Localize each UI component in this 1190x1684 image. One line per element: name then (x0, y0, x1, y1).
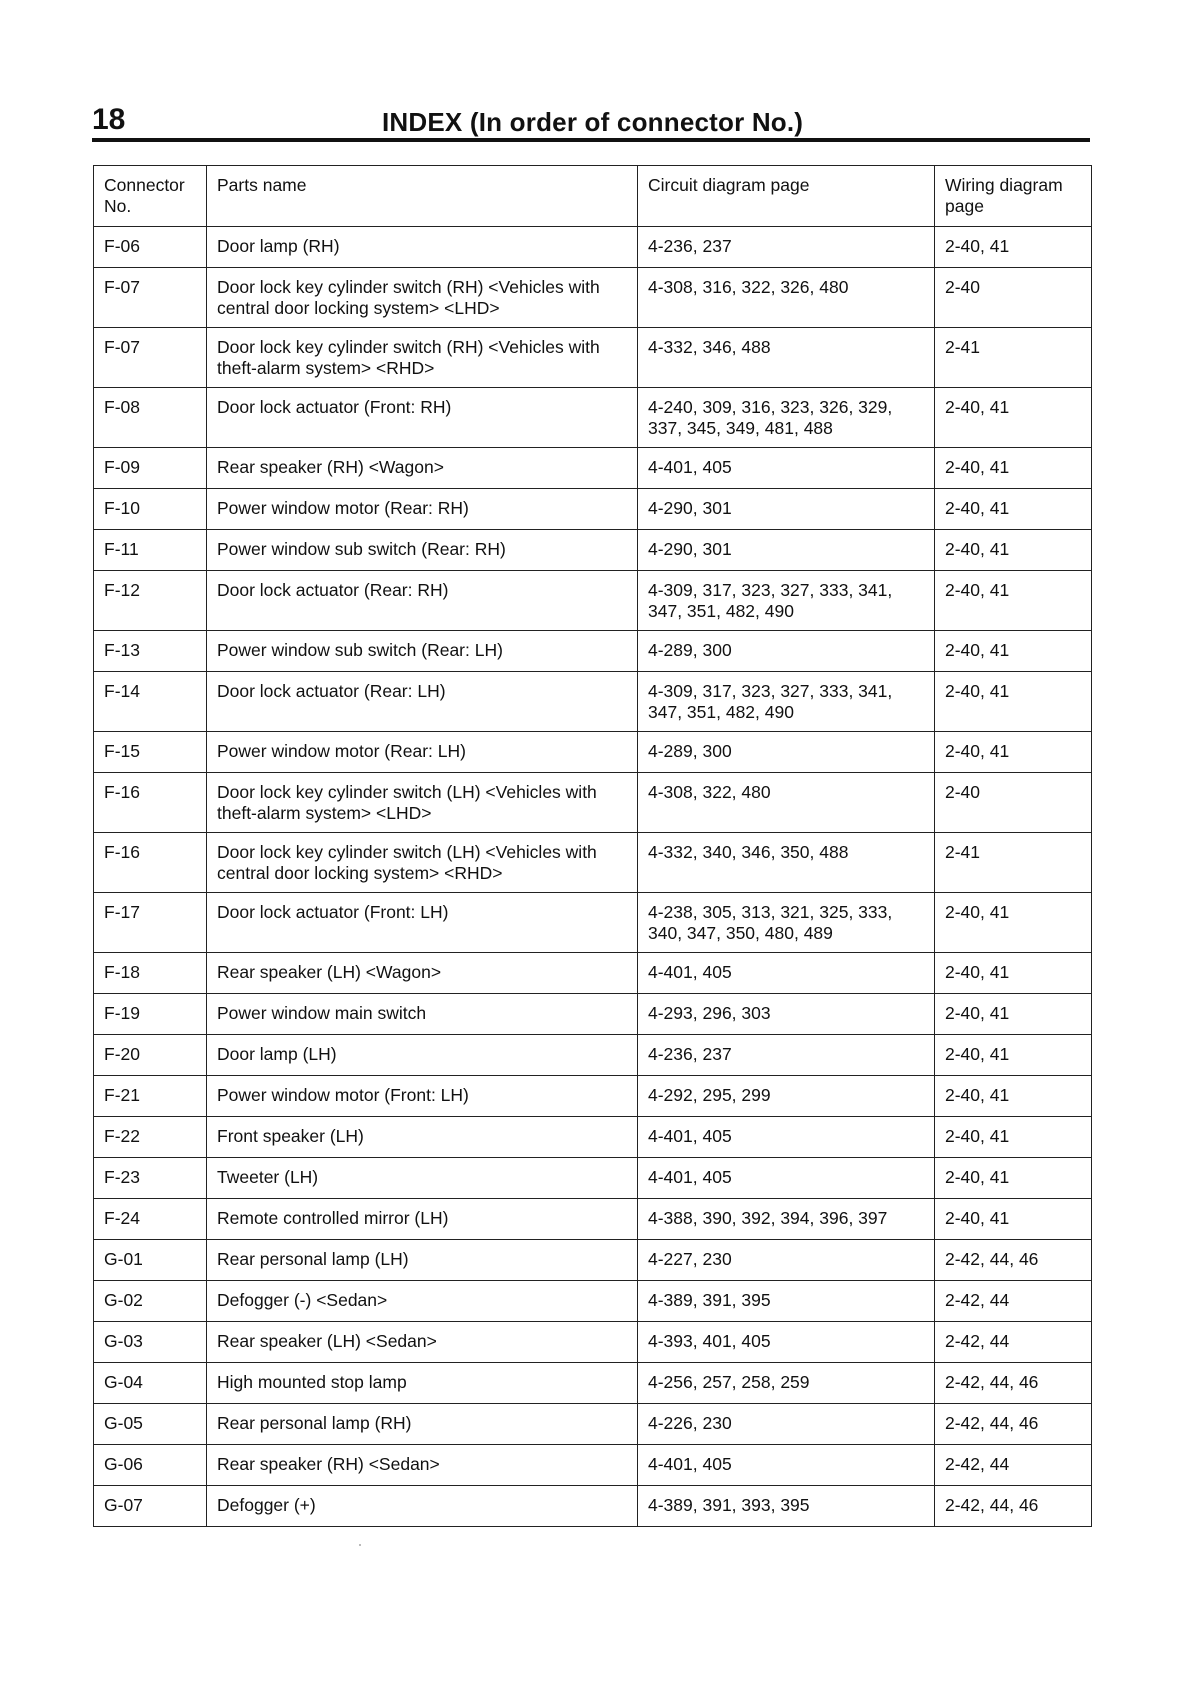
parts-name-cell: Rear personal lamp (LH) (207, 1240, 638, 1281)
wiring-page-cell: 2-42, 44, 46 (935, 1240, 1092, 1281)
circuit-page-cell: 4-401, 405 (638, 1117, 935, 1158)
connector-no-cell: G-02 (94, 1281, 207, 1322)
table-row (94, 1035, 1092, 1076)
wiring-page-cell: 2-40, 41 (935, 388, 1092, 448)
table-row (94, 631, 1092, 672)
connector-no-cell: G-07 (94, 1486, 207, 1527)
wiring-page-cell: 2-42, 44 (935, 1322, 1092, 1363)
wiring-page-cell: 2-40, 41 (935, 994, 1092, 1035)
parts-name-cell: Door lock key cylinder switch (RH) <Vehicles with theft-alarm system> <RHD> (207, 328, 638, 388)
circuit-page-cell: 4-293, 296, 303 (638, 994, 935, 1035)
table-row (94, 448, 1092, 489)
connector-no-cell: F-17 (94, 893, 207, 953)
connector-no-cell: F-11 (94, 530, 207, 571)
circuit-page-cell: 4-289, 300 (638, 732, 935, 773)
wiring-page-cell: 2-41 (935, 833, 1092, 893)
parts-name-cell: Rear speaker (LH) <Wagon> (207, 953, 638, 994)
parts-name-cell: Door lock actuator (Rear: LH) (207, 672, 638, 732)
wiring-page-cell: 2-40, 41 (935, 732, 1092, 773)
header-connector-no: Connector No. (94, 166, 207, 227)
scan-speck (359, 1544, 361, 1546)
table-row (94, 893, 1092, 953)
circuit-page-cell: 4-308, 322, 480 (638, 773, 935, 833)
circuit-page-cell: 4-290, 301 (638, 530, 935, 571)
connector-no-cell: F-15 (94, 732, 207, 773)
circuit-page-cell: 4-401, 405 (638, 953, 935, 994)
circuit-page-cell: 4-240, 309, 316, 323, 326, 329, 337, 345, 349, 481, 488 (638, 388, 935, 448)
circuit-page-cell: 4-393, 401, 405 (638, 1322, 935, 1363)
wiring-page-cell: 2-42, 44 (935, 1445, 1092, 1486)
connector-no-cell: G-03 (94, 1322, 207, 1363)
circuit-page-cell: 4-236, 237 (638, 227, 935, 268)
circuit-page-cell: 4-401, 405 (638, 1158, 935, 1199)
table-row (94, 530, 1092, 571)
table-row (94, 1363, 1092, 1404)
parts-name-cell: Power window motor (Front: LH) (207, 1076, 638, 1117)
wiring-page-cell: 2-40, 41 (935, 448, 1092, 489)
wiring-page-cell: 2-40, 41 (935, 1035, 1092, 1076)
connector-no-cell: G-05 (94, 1404, 207, 1445)
parts-name-cell: Door lock actuator (Front: RH) (207, 388, 638, 448)
table-row (94, 1199, 1092, 1240)
connector-no-cell: F-06 (94, 227, 207, 268)
wiring-page-cell: 2-40, 41 (935, 631, 1092, 672)
wiring-page-cell: 2-40, 41 (935, 893, 1092, 953)
circuit-page-cell: 4-388, 390, 392, 394, 396, 397 (638, 1199, 935, 1240)
connector-no-cell: F-12 (94, 571, 207, 631)
parts-name-cell: Power window motor (Rear: LH) (207, 732, 638, 773)
wiring-page-cell: 2-40, 41 (935, 227, 1092, 268)
connector-no-cell: F-23 (94, 1158, 207, 1199)
parts-name-cell: Defogger (-) <Sedan> (207, 1281, 638, 1322)
header-rule (92, 138, 1090, 142)
circuit-page-cell: 4-292, 295, 299 (638, 1076, 935, 1117)
connector-no-cell: G-04 (94, 1363, 207, 1404)
parts-name-cell: Power window motor (Rear: RH) (207, 489, 638, 530)
circuit-page-cell: 4-332, 346, 488 (638, 328, 935, 388)
connector-no-cell: F-19 (94, 994, 207, 1035)
parts-name-cell: Front speaker (LH) (207, 1117, 638, 1158)
parts-name-cell: Rear speaker (LH) <Sedan> (207, 1322, 638, 1363)
table-row (94, 1076, 1092, 1117)
connector-no-cell: F-10 (94, 489, 207, 530)
parts-name-cell: Tweeter (LH) (207, 1158, 638, 1199)
wiring-page-cell: 2-40, 41 (935, 1117, 1092, 1158)
parts-name-cell: Door lock actuator (Rear: RH) (207, 571, 638, 631)
connector-index-table (93, 165, 1092, 1527)
connector-no-cell: F-09 (94, 448, 207, 489)
connector-no-cell: F-08 (94, 388, 207, 448)
parts-name-cell: Power window sub switch (Rear: RH) (207, 530, 638, 571)
connector-no-cell: F-24 (94, 1199, 207, 1240)
header-wiring-diagram-page: Wiring diagram page (935, 166, 1092, 227)
wiring-page-cell: 2-40 (935, 268, 1092, 328)
connector-no-cell: F-07 (94, 268, 207, 328)
wiring-page-cell: 2-40, 41 (935, 1158, 1092, 1199)
wiring-page-cell: 2-42, 44, 46 (935, 1363, 1092, 1404)
connector-no-cell: F-21 (94, 1076, 207, 1117)
parts-name-cell: Remote controlled mirror (LH) (207, 1199, 638, 1240)
circuit-page-cell: 4-308, 316, 322, 326, 480 (638, 268, 935, 328)
circuit-page-cell: 4-236, 237 (638, 1035, 935, 1076)
parts-name-cell: Power window sub switch (Rear: LH) (207, 631, 638, 672)
table-row (94, 268, 1092, 328)
circuit-page-cell: 4-238, 305, 313, 321, 325, 333, 340, 347, 350, 480, 489 (638, 893, 935, 953)
circuit-page-cell: 4-226, 230 (638, 1404, 935, 1445)
wiring-page-cell: 2-40 (935, 773, 1092, 833)
parts-name-cell: Door lock key cylinder switch (RH) <Vehicles with central door locking system> <LHD> (207, 268, 638, 328)
circuit-page-cell: 4-290, 301 (638, 489, 935, 530)
wiring-page-cell: 2-42, 44 (935, 1281, 1092, 1322)
circuit-page-cell: 4-389, 391, 395 (638, 1281, 935, 1322)
table-row (94, 388, 1092, 448)
circuit-page-cell: 4-227, 230 (638, 1240, 935, 1281)
wiring-page-cell: 2-40, 41 (935, 489, 1092, 530)
table-row (94, 1240, 1092, 1281)
table-row (94, 1322, 1092, 1363)
connector-no-cell: F-16 (94, 833, 207, 893)
table-row (94, 833, 1092, 893)
wiring-page-cell: 2-40, 41 (935, 953, 1092, 994)
table-row (94, 227, 1092, 268)
parts-name-cell: Door lock key cylinder switch (LH) <Vehicles with central door locking system> <RHD> (207, 833, 638, 893)
connector-no-cell: F-16 (94, 773, 207, 833)
wiring-page-cell: 2-40, 41 (935, 672, 1092, 732)
parts-name-cell: Door lock actuator (Front: LH) (207, 893, 638, 953)
page-number: 18 (92, 103, 126, 136)
table-row (94, 1158, 1092, 1199)
wiring-page-cell: 2-40, 41 (935, 571, 1092, 631)
parts-name-cell: Rear speaker (RH) <Wagon> (207, 448, 638, 489)
wiring-page-cell: 2-40, 41 (935, 530, 1092, 571)
wiring-page-cell: 2-41 (935, 328, 1092, 388)
connector-no-cell: G-06 (94, 1445, 207, 1486)
table-row (94, 732, 1092, 773)
connector-no-cell: F-20 (94, 1035, 207, 1076)
parts-name-cell: Door lamp (LH) (207, 1035, 638, 1076)
page-header (92, 100, 1092, 140)
table-row (94, 571, 1092, 631)
header-circuit-diagram-page: Circuit diagram page (638, 166, 935, 227)
table-row (94, 1281, 1092, 1322)
connector-no-cell: F-07 (94, 328, 207, 388)
table-row (94, 1486, 1092, 1527)
circuit-page-cell: 4-256, 257, 258, 259 (638, 1363, 935, 1404)
table-row (94, 773, 1092, 833)
connector-no-cell: F-18 (94, 953, 207, 994)
connector-no-cell: F-13 (94, 631, 207, 672)
circuit-page-cell: 4-401, 405 (638, 1445, 935, 1486)
table-header-row (94, 166, 1092, 227)
circuit-page-cell: 4-309, 317, 323, 327, 333, 341, 347, 351, 482, 490 (638, 672, 935, 732)
connector-no-cell: F-14 (94, 672, 207, 732)
circuit-page-cell: 4-289, 300 (638, 631, 935, 672)
table-row (94, 1445, 1092, 1486)
parts-name-cell: Door lamp (RH) (207, 227, 638, 268)
table-row (94, 328, 1092, 388)
wiring-page-cell: 2-42, 44, 46 (935, 1486, 1092, 1527)
table-row (94, 1117, 1092, 1158)
circuit-page-cell: 4-309, 317, 323, 327, 333, 341, 347, 351, 482, 490 (638, 571, 935, 631)
connector-no-cell: F-22 (94, 1117, 207, 1158)
page-title: INDEX (In order of connector No.) (382, 107, 804, 137)
header-parts-name: Parts name (207, 166, 638, 227)
wiring-page-cell: 2-42, 44, 46 (935, 1404, 1092, 1445)
wiring-page-cell: 2-40, 41 (935, 1076, 1092, 1117)
table-row (94, 1404, 1092, 1445)
parts-name-cell: Power window main switch (207, 994, 638, 1035)
parts-name-cell: Rear personal lamp (RH) (207, 1404, 638, 1445)
circuit-page-cell: 4-401, 405 (638, 448, 935, 489)
parts-name-cell: Rear speaker (RH) <Sedan> (207, 1445, 638, 1486)
circuit-page-cell: 4-389, 391, 393, 395 (638, 1486, 935, 1527)
table-row (94, 489, 1092, 530)
parts-name-cell: Door lock key cylinder switch (LH) <Vehicles with theft-alarm system> <LHD> (207, 773, 638, 833)
parts-name-cell: High mounted stop lamp (207, 1363, 638, 1404)
parts-name-cell: Defogger (+) (207, 1486, 638, 1527)
connector-no-cell: G-01 (94, 1240, 207, 1281)
table-row (94, 672, 1092, 732)
table-row (94, 994, 1092, 1035)
wiring-page-cell: 2-40, 41 (935, 1199, 1092, 1240)
table-row (94, 953, 1092, 994)
circuit-page-cell: 4-332, 340, 346, 350, 488 (638, 833, 935, 893)
